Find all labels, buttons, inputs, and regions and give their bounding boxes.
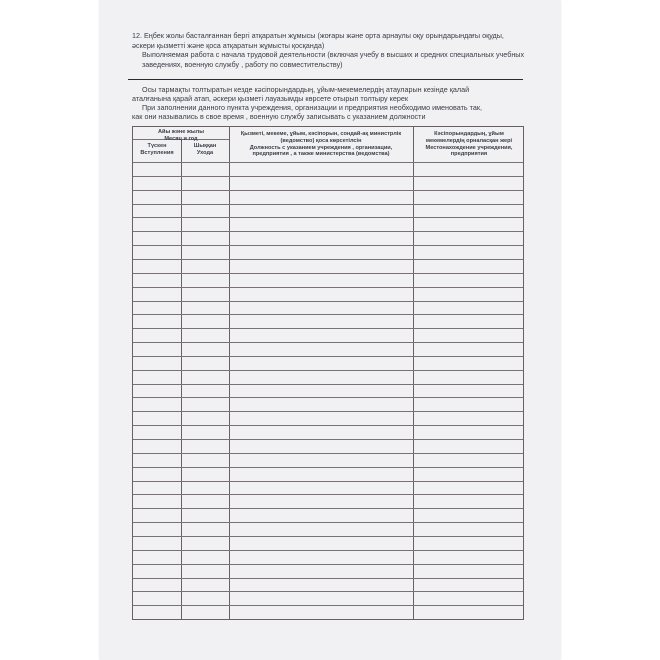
exit-header-kazakh: Шыққан [193,143,217,149]
table-row-line [133,190,523,191]
table-row-line [133,397,523,398]
exit-header-russian: Ухода [196,149,214,156]
instructions-kazakh-line-1: Осы тармақты толтыратын кезде кәсіпорындардың, ұйым-мекемелердің атауларын кезінде қалай [142,85,470,94]
table-row-line [133,536,523,537]
entry-header-kazakh: Түскен [147,143,167,149]
instructions-kazakh-line-2: аталғанына қарай атап, әскери қызметі лауазымды көрсете отырып толтыру керек [132,93,408,103]
position-header-russian: Должность с указанием учреждения , организации, предприятия , а также министерства (ведомства) [249,144,393,158]
table-row-line [133,217,523,218]
table-row-line [133,564,523,565]
table-row-line [133,204,523,205]
location-header-kazakh: Кәсіпорындардың, ұйым мекемелердің орналасқан жері [425,131,513,144]
table-row-line [133,578,523,579]
section-12-text [132,31,527,69]
employment-table [132,126,524,620]
header-bottom-line [133,162,523,163]
location-header-russian: Местонахождение учреждения, предприятия [425,144,513,158]
position-header-kazakh: Қызметі, мекеме, ұйым, кәсіпорын, сондай-ақ министрлік (ведомство) қоса көрсетілсін [240,131,402,144]
table-row-line [133,411,523,412]
table-row-line [133,328,523,329]
instructions-russian-line-1: При заполнении данного пункта учреждения, организации и предприятия необходимо именовать так, [142,102,482,112]
table-row-line [133,425,523,426]
table-row-line [133,245,523,246]
divider-position-location [413,127,414,619]
table-row-line [133,231,523,232]
col-header-entry [133,143,181,157]
table-row-line [133,605,523,606]
table-row-line [133,287,523,288]
divider-in-out [181,139,182,619]
col-header-location [417,131,521,158]
table-row-line [133,314,523,315]
table-row-line [133,481,523,482]
section-12-russian: Выполняемая работа с начала трудовой деятельности (включая учебу в высших и средних специальных учебных заведениях, военную службу , работу по совместительству) [142,50,525,69]
table-row-line [133,356,523,357]
instructions-russian-line-2: как они назывались в свое время , военную службу записывать с указанием должности [132,111,426,121]
table-row-line [133,384,523,385]
date-header-kazakh: Айы және жылы [157,129,204,135]
table-row-line [133,508,523,509]
table-row-line [133,370,523,371]
table-row-line [133,259,523,260]
date-header [133,129,229,143]
table-row-line [133,453,523,454]
table-row-line [133,273,523,274]
instructions-text [132,86,527,122]
col-header-exit [181,143,229,157]
table-row-line [133,467,523,468]
table-row-line [133,522,523,523]
table-row-line [133,494,523,495]
section-12-kazakh: 12. Еңбек жолы басталғаннан бергі атқаратын жұмысы (жоғары және орта арнаулы оқу орындарындағы оқуды, әскери қызметті және қоса атқаратын жұмысты қосқанда) [132,31,504,50]
table-row-line [133,550,523,551]
table-row-line [133,342,523,343]
date-header-russian: Месяц и год [164,135,198,142]
col-header-position [233,131,409,158]
answer-line [128,79,523,80]
divider-date-position [229,127,230,619]
entry-header-russian: Вступления [140,149,174,156]
table-row-line [133,301,523,302]
table-row-line [133,439,523,440]
table-row-line [133,176,523,177]
table-row-line [133,591,523,592]
